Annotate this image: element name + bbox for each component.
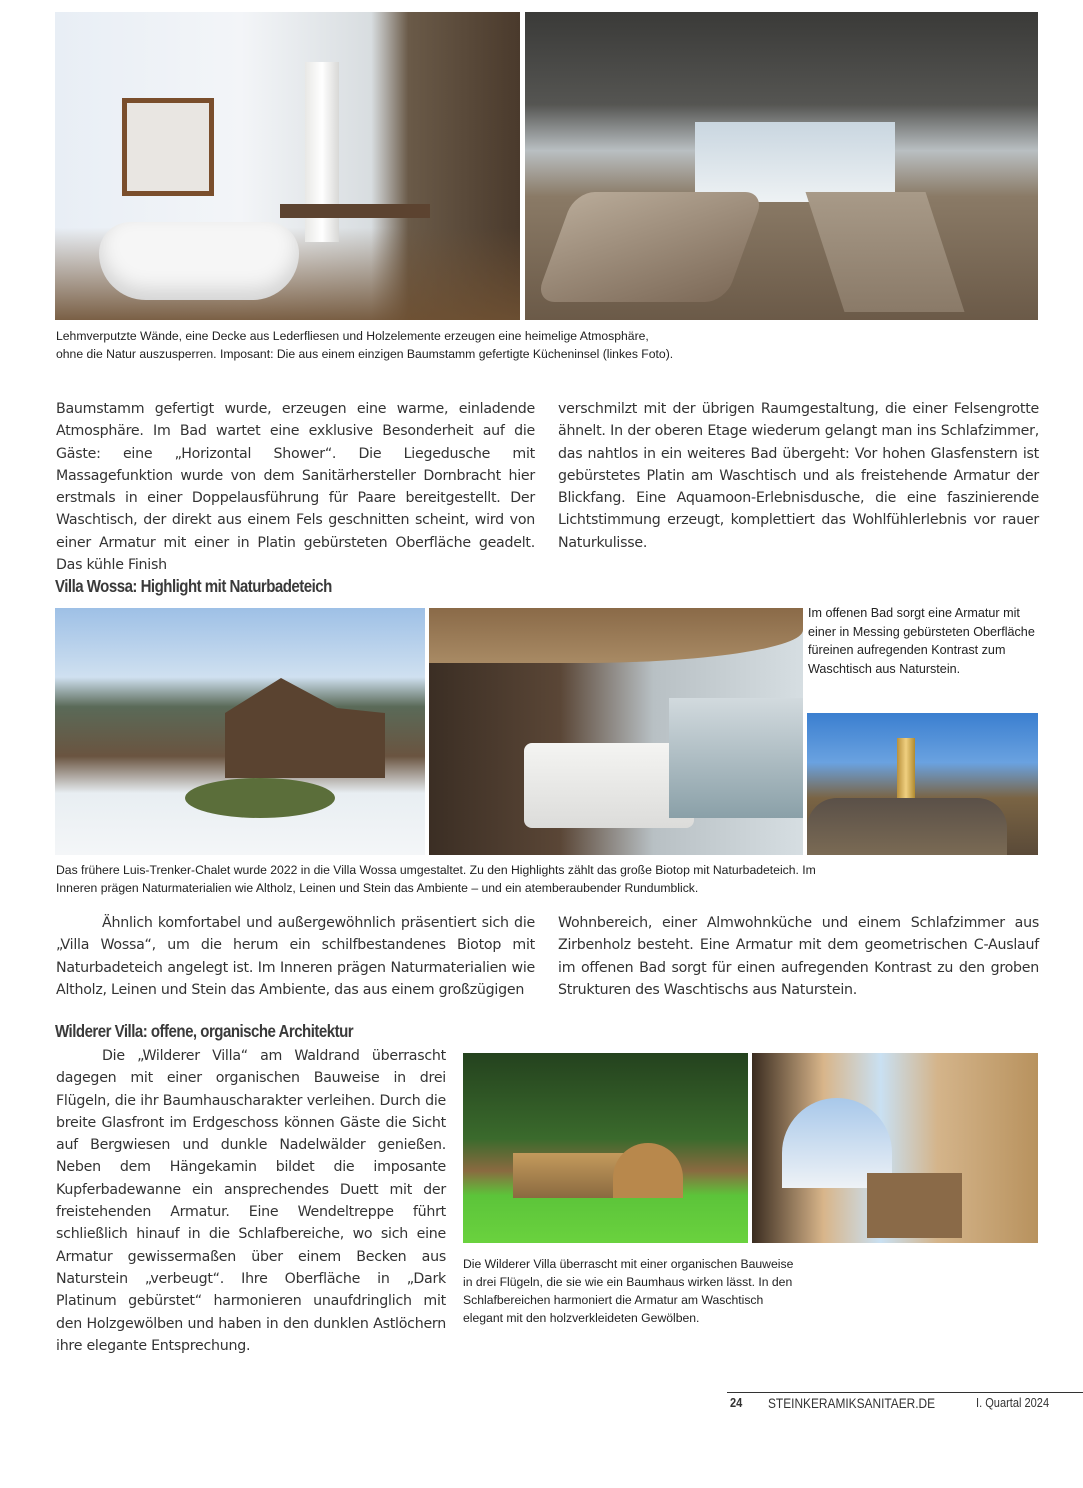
lake-view-icon [669,698,803,818]
caption-line: Schlafbereichen harmoniert die Armatur am Waschtisch [463,1293,764,1307]
chalet-house-icon [225,678,385,778]
panorama-window-icon [695,122,895,202]
natural-pond-icon [185,778,335,818]
wilderer-villa-caption [463,1255,793,1327]
bathtub-icon [99,222,299,300]
caption-line: ohne die Natur auszusperren. Imposant: Die aus einem einzigen Baumstamm gefertigte Kücheninsel (linkes Foto). [56,347,674,361]
caption-line: Inneren prägen Naturmaterialien wie Altholz, Leinen und Stein das Ambiente – und ein atemberaubender Rundumblick. [56,881,699,895]
page-number: 24 [730,1395,743,1410]
villa-wossa-column-1: Ähnlich komfortabel und außergewöhnlich präsentiert sich die „Villa Wossa“, um die herum ein schilfbestandenes Biotop mit Naturbadeteich angelegt ist. Im Inneren prägen Naturmaterialien wie Altholz, Leinen und Stein das Ambiente, das aus einem großzügigen [56,915,535,998]
wilderer-villa-body: Die „Wilderer Villa“ am Waldrand überrascht dagegen mit einer organischen Bauweise in drei Flügeln, die ihr Baumhauscharakter verleihen. Durch die breite Glasfront im Erdgeschoss können Gäste die Sicht auf Bergwiesen und dunkle Nadelwälder genießen. Neben dem Hängekamin bildet die imposante Kupferbadewanne ein ansprechendes Duett mit der freistehenden Armatur. Eine Wendeltreppe führt schließlich hinauf in die Schlafbereiche, wo sich eine Armatur gewissermaßen über einem Becken aus Naturstein „verbeugt“. Ihre Oberfläche in „Dark Platinum gebürstet“ harmonieren unaufdringlich mit den Holzgewölben und haben in den dunklen Astlöchern ihre elegante Entsprechung. [56,1048,446,1354]
window-frame-icon [122,98,214,196]
publication-name: STEINKERAMIKSANITAER.DE [768,1395,936,1411]
brass-faucet-icon [897,738,915,798]
caption-line: Die Wilderer Villa überrascht mit einer organischen Bauweise [463,1257,794,1271]
article-column-2: verschmilzt mit der übrigen Raumgestaltung, die einer Felsengrotte ähnelt. In der oberen Etage wiederum gelangt man ins Schlafzimmer, das nahtlos in ein weiteres Bad übergeht: Vor hohen Glasfenstern ist gebürstetes Platin am Waschtisch und als freistehende Armatur der Blickfang. Eine Aquamoon-Erlebnisdusche, die eine faszinierende Lichtstimmung erzeugt, komplettiert das Wohlfühlerlebnis vor rauer Naturkulisse. [558,401,1039,551]
caption-line: Lehmverputzte Wände, eine Decke aus Lederfliesen und Holzelemente erzeugen eine heimelige Atmosphäre, [56,329,649,343]
villa-wossa-bedroom-photo [429,608,803,855]
caption-line: Das frühere Luis-Trenker-Chalet wurde 2022 in die Villa Wossa umgestaltet. Zu den Highlights zählt das große Biotop mit Naturbadeteich. Im [56,863,816,877]
wood-ceiling-icon [429,608,803,663]
wooden-vanity-icon [867,1173,962,1238]
caption-line: in drei Flügeln, die sie wie ein Baumhaus wirken lässt. In den [463,1275,793,1289]
villa-wossa-exterior-photo [55,608,425,855]
dining-table-icon [806,192,965,312]
wilderer-villa-interior-photo [752,1053,1038,1243]
section-heading-villa-wossa: Villa Wossa: Highlight mit Naturbadeteich [55,576,332,596]
villa-wossa-washbasin-photo [807,713,1038,855]
barrel-roof-icon [613,1143,683,1198]
issue-label: I. Quartal 2024 [976,1395,1050,1410]
caption-line: elegant mit den holzverkleideten Gewölben. [463,1311,700,1325]
top-photos-caption [56,327,673,363]
bathroom-photo [55,12,520,320]
section-heading-wilderer-villa: Wilderer Villa: offene, organische Architektur [55,1021,354,1041]
washbasin-counter-icon [280,204,430,218]
wilderer-villa-exterior-photo [463,1053,748,1243]
villa-wossa-caption [56,861,816,897]
tree-trunk-island-icon [535,192,765,302]
footer-rule [727,1392,1083,1393]
villa-wossa-column-2: Wohnbereich, einer Almwohnküche und einem Schlafzimmer aus Zirbenholz besteht. Eine Armatur mit dem geometrischen C-Auslauf im offenen Bad sorgt für einen aufregenden Kontrast zu den groben Strukturen des Waschtischs aus Naturstein. [558,915,1039,998]
stone-basin-icon [807,798,1007,855]
kitchen-photo [525,12,1038,320]
villa-wossa-side-caption: Im offenen Bad sorgt eine Armatur mit einer in Messing gebürsteten Oberfläche füreinen aufregenden Kontrast zum Waschtisch aus Naturstein. [808,606,1035,676]
article-column-1: Baumstamm gefertigt wurde, erzeugen eine warme, einladende Atmosphäre. Im Bad wartet eine exklusive Besonderheit auf die Gäste: eine „Horizontal Shower“. Die Liegedusche mit Massagefunktion wurde von dem Sanitärhersteller Dornbracht hier erstmals in einer Doppelausführung für Paare bereitgestellt. Der Waschtisch, der direkt aus einem Fels geschnitten scheint, wird von einer Armatur mit einer in Platin gebürsteten Oberfläche geadelt. Das kühle Finish [56,401,535,574]
